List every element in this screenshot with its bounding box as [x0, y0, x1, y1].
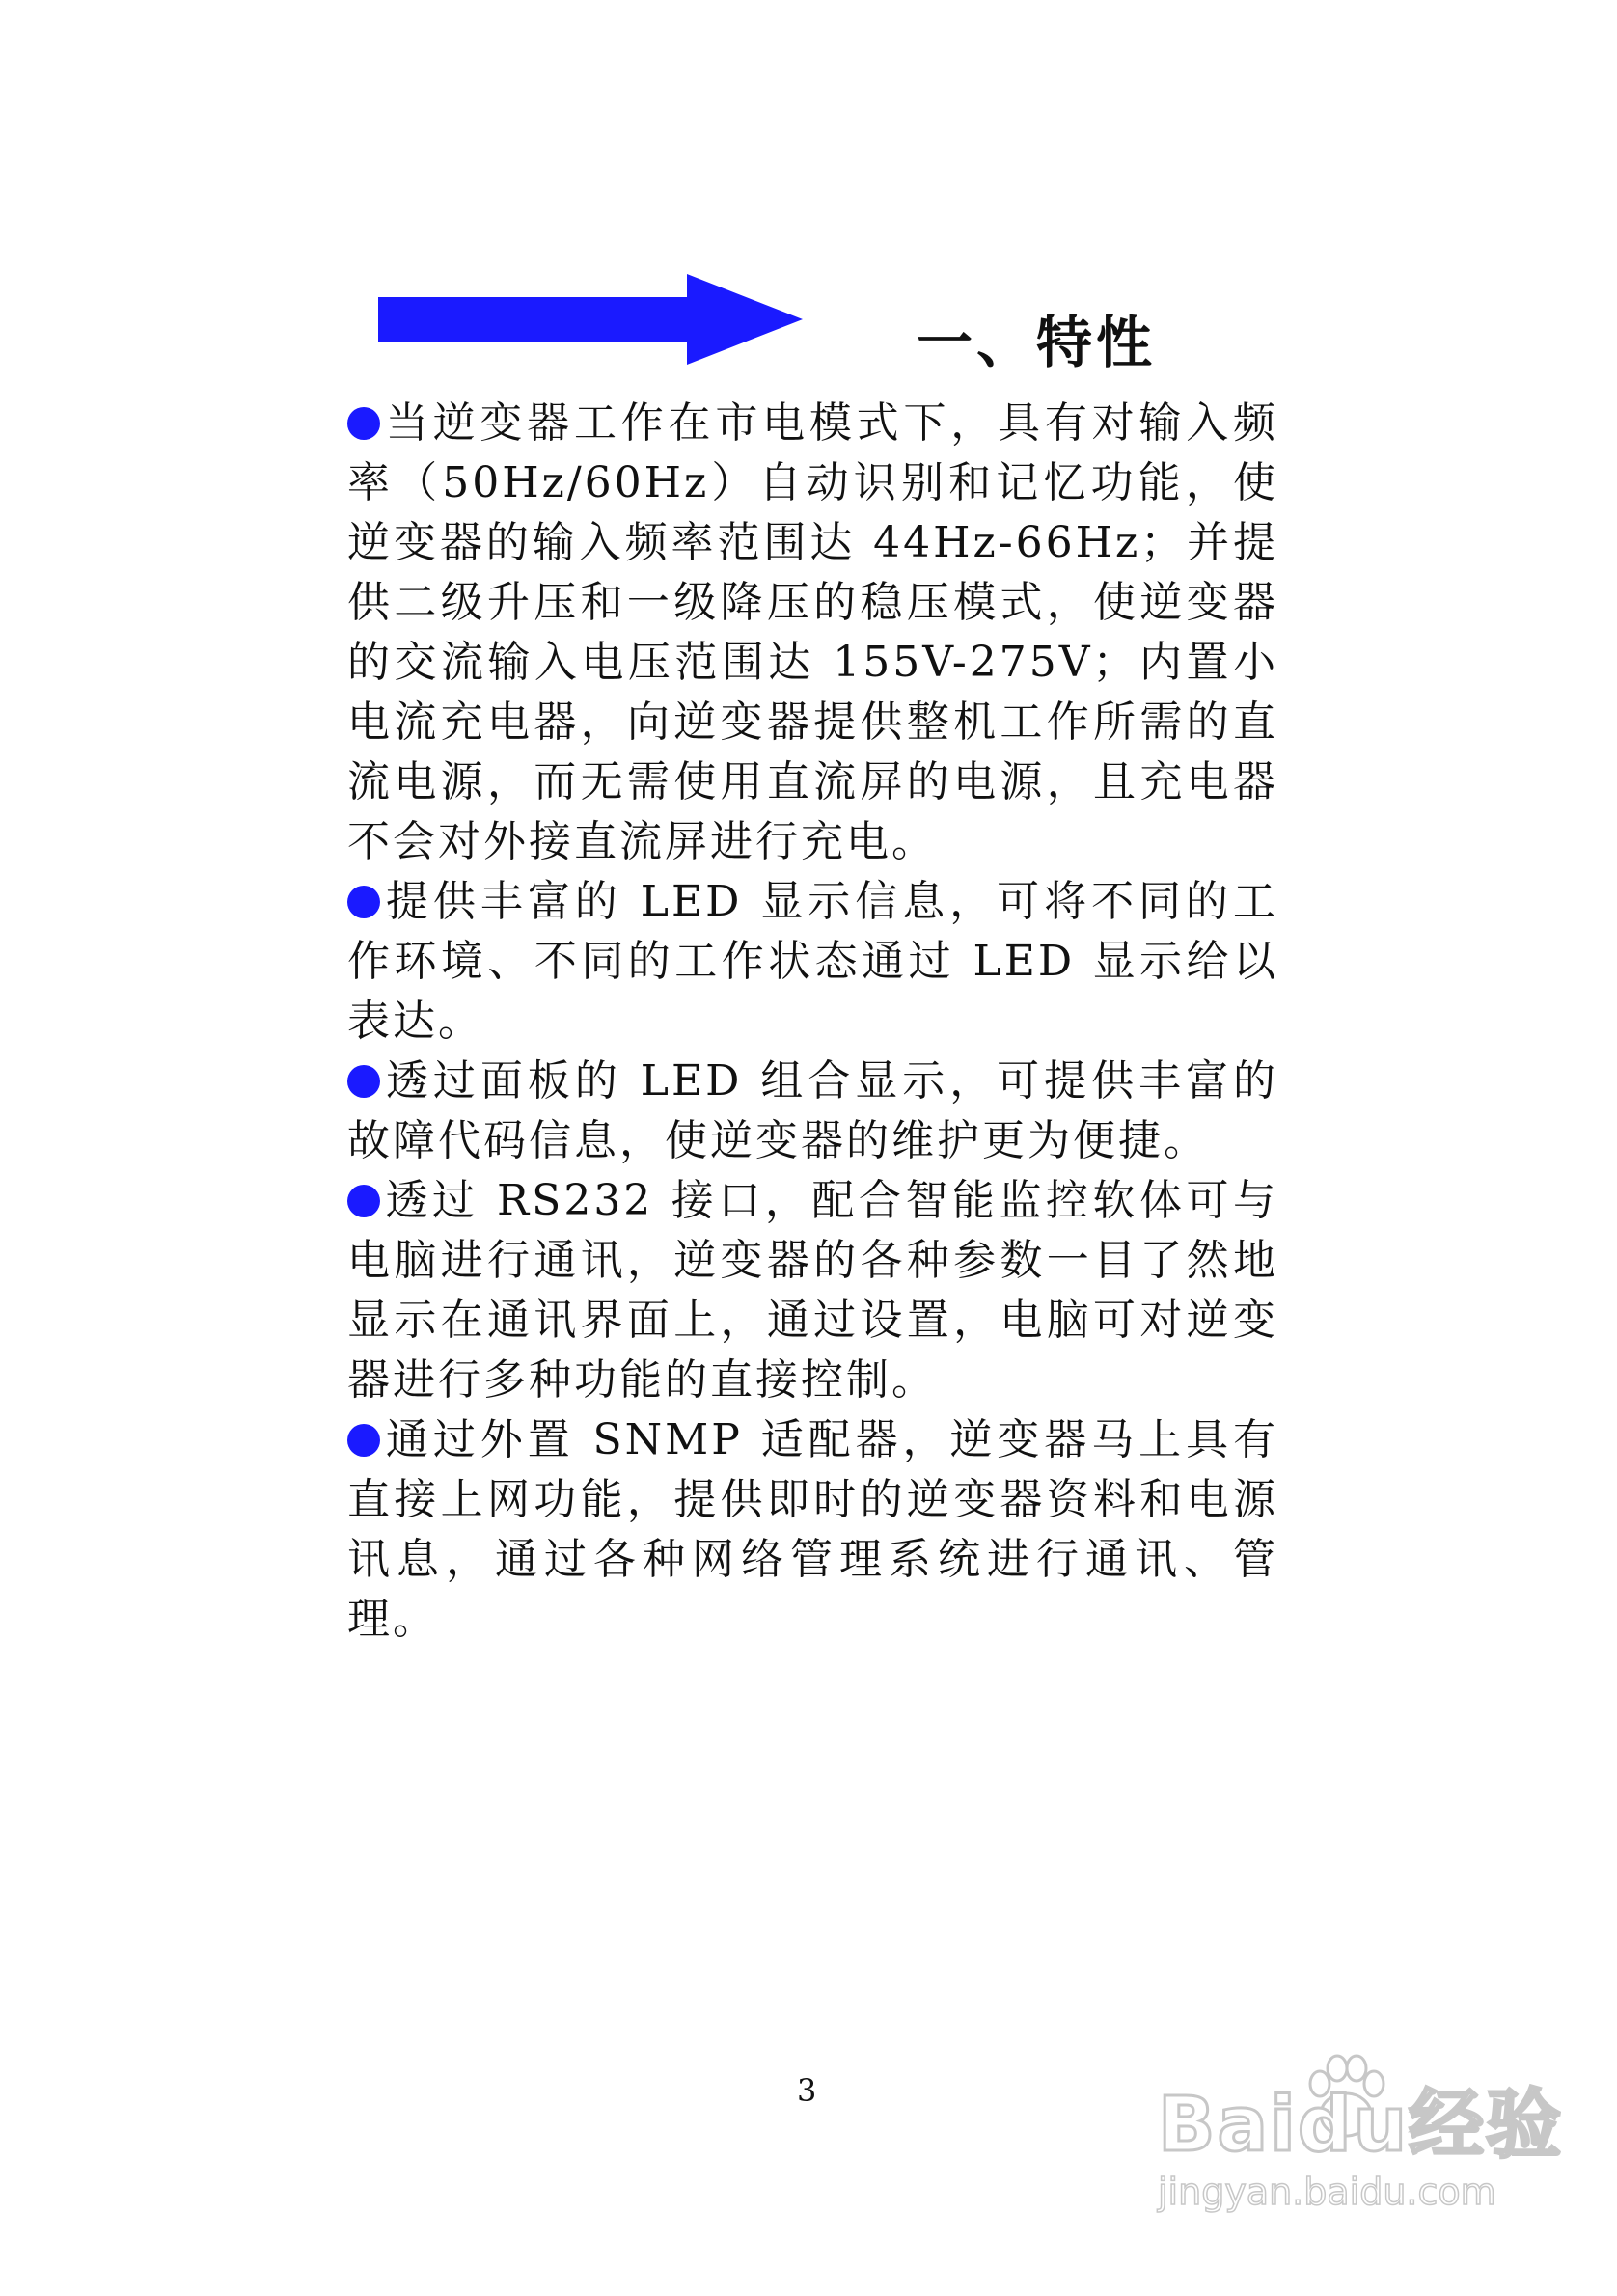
feature-item — [347, 1410, 1278, 1650]
baidu-watermark — [1119, 2045, 1563, 2248]
bullet-dot-icon — [347, 407, 380, 440]
feature-text: 透过 RS232 接口，配合智能监控软体可与电脑进行通讯，逆变器的各种参数一目了然地显示在通讯界面上，通过设置，电脑可对逆变器进行多种功能的直接控制。 — [347, 1176, 1278, 1405]
bullet-dot-icon — [347, 886, 380, 918]
feature-text: 透过面板的 LED 组合显示，可提供丰富的故障代码信息，使逆变器的维护更为便捷。 — [347, 1056, 1278, 1165]
bullet-dot-icon — [347, 1185, 380, 1217]
feature-text: 当逆变器工作在市电模式下，具有对输入频率（50Hz/60Hz）自动识别和记忆功能，使逆变器的输入频率范围达 44Hz-66Hz；并提供二级升压和一级降压的稳压模式，使逆变器的交流输入电压范围达 155V-275V；内置小电流充电器，向逆变器提供整机工作所需的直流电源，而无需使用直流屏的电源，且充电器不会对外接直流屏进行充电。 — [347, 398, 1278, 866]
feature-text: 提供丰富的 LED 显示信息，可将不同的工作环境、不同的工作状态通过 LED 显示给以表达。 — [347, 877, 1278, 1046]
section-title: 一、特性 — [917, 310, 1157, 375]
watermark-brand: Baidu经验 — [1158, 2082, 1564, 2169]
bullet-dot-icon — [347, 1424, 380, 1457]
feature-list — [347, 394, 1278, 1650]
watermark-url: jingyan.baidu.com — [1158, 2171, 1496, 2213]
bullet-dot-icon — [347, 1065, 380, 1098]
right-arrow-icon — [378, 274, 803, 365]
feature-text: 通过外置 SNMP 适配器，逆变器马上具有直接上网功能，提供即时的逆变器资料和电源讯息，通过各种网络管理系统进行通讯、管理。 — [347, 1415, 1278, 1644]
page-number: 3 — [797, 2072, 817, 2109]
feature-item — [347, 1171, 1278, 1410]
feature-item — [347, 1052, 1278, 1171]
feature-item — [347, 872, 1278, 1052]
feature-item — [347, 394, 1278, 872]
